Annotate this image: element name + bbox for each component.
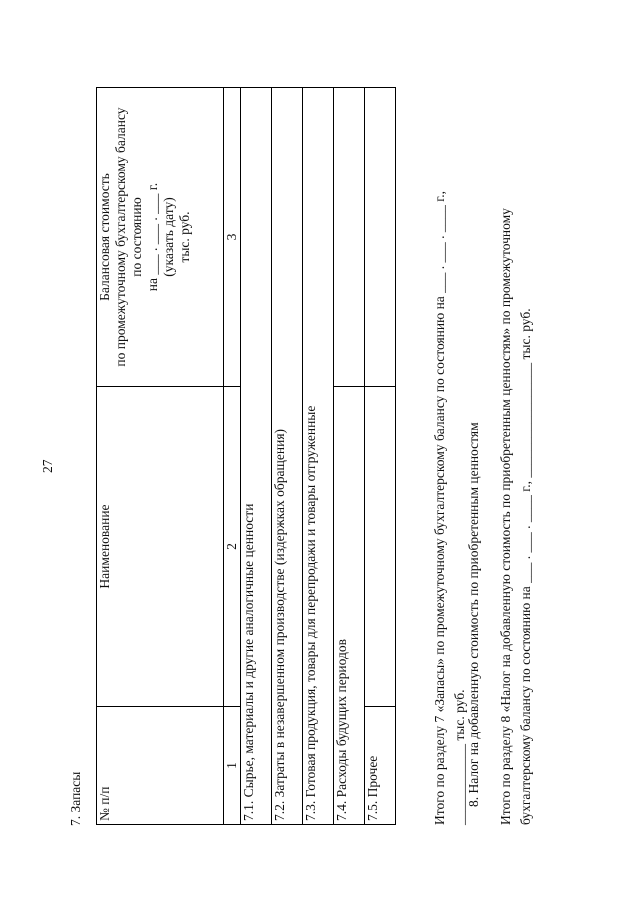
row-name: 7.2. Затраты в незавершенном производстве (издержках обращения) [272,88,303,825]
column-number: 1 [224,707,241,825]
section-8-total-line-1: Итого по разделу 8 «Налог на добавленную стоимость по приобретенным ценностям» по промежуточному [498,208,513,825]
section-7-total [430,45,470,825]
row-name-cell [365,387,396,707]
table-row [303,88,334,825]
header-line: (указать дату) [161,197,176,277]
row-value [365,88,396,387]
table-row [334,88,365,825]
section-8-total-line-2: бухгалтерскому балансу по состоянию на ___ . ___ . ____ г., _________________ тыс. руб. [518,308,533,825]
table-header-row [97,88,224,825]
header-line: тыс. руб. [177,211,192,263]
row-value [334,88,365,387]
table-row [365,88,396,825]
row-name: 7.3. Готовая продукция, товары для перепродажи и товары отгруженные [303,88,334,825]
column-number: 2 [224,387,241,707]
header-line: Балансовая стоимость [97,173,112,301]
section-7-total-line-1: Итого по разделу 7 «Запасы» по промежуточному бухгалтерскому балансу по состоянию на ___ . ___ . ____ г., [432,190,447,825]
table-row [241,88,272,825]
header-line: на ___ . ___ . ___ г. [145,182,160,292]
section-7-total-line-2: ____________ тыс. руб. [452,689,467,825]
section-8-title: 8. Налог на добавленную стоимость по приобретенным ценностям [466,422,481,807]
column-number-row [224,88,241,825]
row-name: 7.5. Прочее [365,707,396,825]
header-number: № п/п [97,707,224,825]
header-name: Наименование [97,387,224,707]
header-line: по промежуточному бухгалтерскому балансу [113,107,128,367]
header-balance-value [97,88,224,387]
row-name: 7.4. Расходы будущих периодов [334,387,365,825]
header-line: по состоянию [129,197,144,277]
row-name: 7.1. Сырье, материалы и другие аналогичные ценности [241,88,272,825]
table-row [272,88,303,825]
section-8-total [496,45,536,825]
section-7-title: 7. Запасы [68,771,83,826]
inventory-table [96,87,396,825]
page-number: 27 [40,459,55,473]
column-number: 3 [224,88,241,387]
